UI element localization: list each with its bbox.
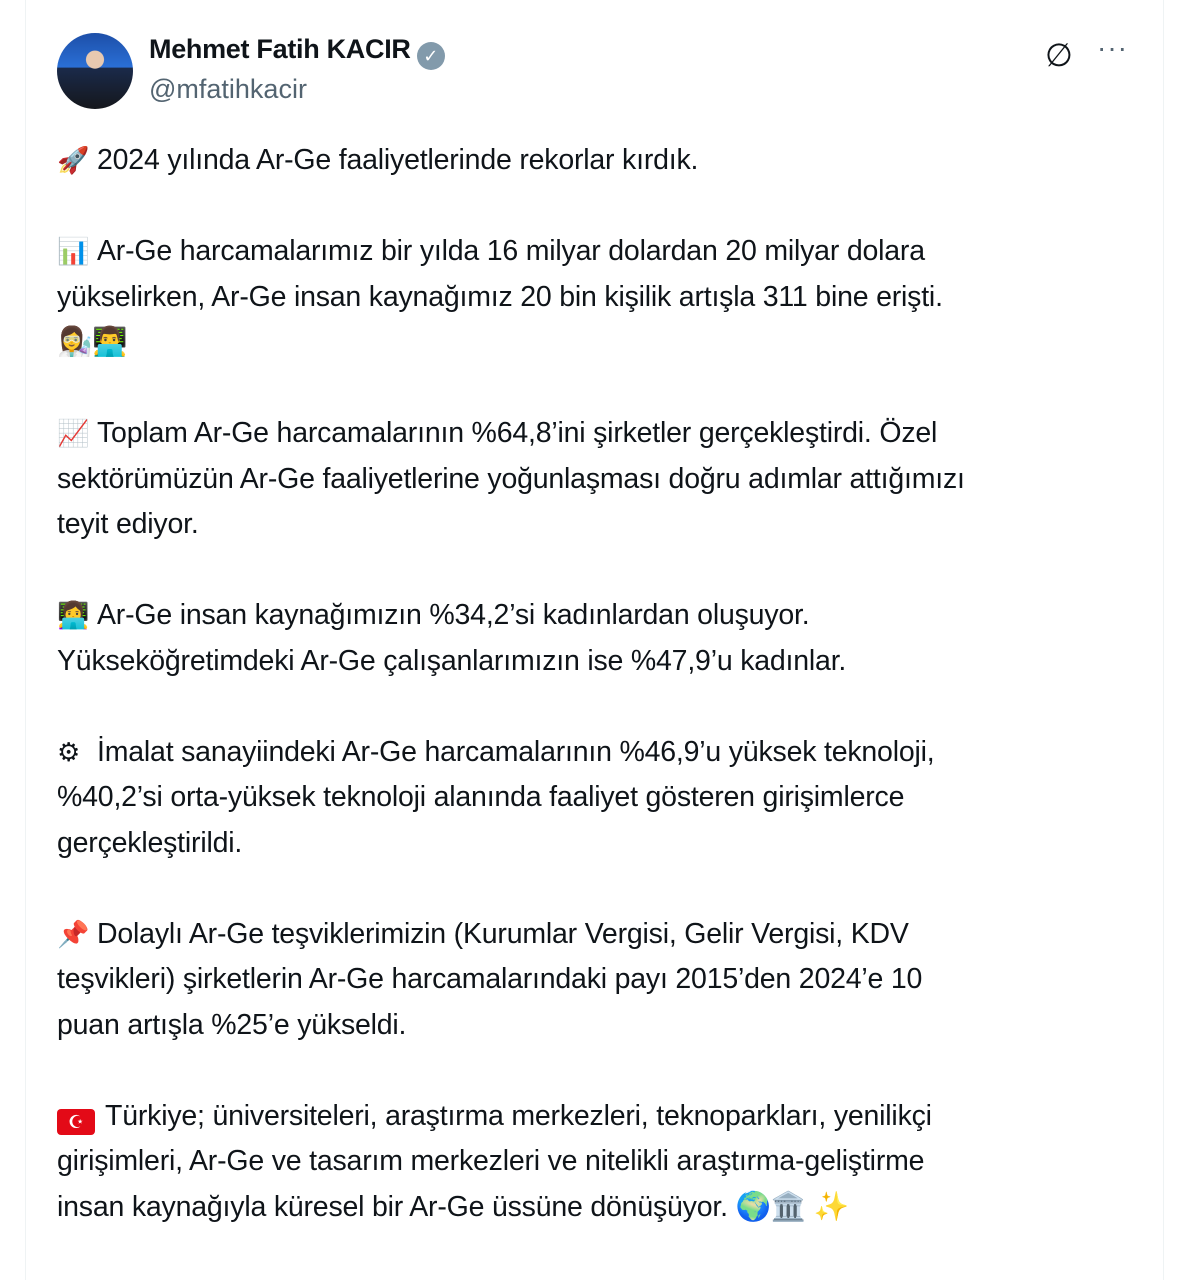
- tweet-line: [57, 457, 965, 503]
- tweet-line: [57, 730, 965, 776]
- tweet-line-text: 2024 yılında Ar-Ge faaliyetlerinde rekorlar kırdık.: [97, 144, 699, 176]
- tweet-paragraph: [57, 912, 965, 1049]
- tweet-line: [57, 1139, 965, 1185]
- tweet-line-text: Dolaylı Ar-Ge teşviklerimizin (Kurumlar Vergisi, Gelir Vergisi, KDV: [97, 917, 909, 950]
- tweet-line: [57, 775, 965, 821]
- tweet-line: [57, 957, 965, 1003]
- tweet-line: [57, 502, 965, 548]
- tweet-paragraph: [57, 1094, 965, 1231]
- tweet-text: [57, 138, 965, 1276]
- tweet-line: [57, 639, 965, 685]
- tweet-line-text: Toplam Ar-Ge harcamalarının %64,8’ini şirketler gerçekleştirdi. Özel: [97, 417, 938, 449]
- emoji-icon: 🚀: [57, 145, 90, 175]
- tweet-line-text: teşvikleri) şirketlerin Ar-Ge harcamalarındaki payı 2015’den 2024’e 10: [57, 963, 923, 995]
- emoji-icon: 📈: [57, 418, 90, 448]
- emoji-icon: 📌: [57, 918, 90, 949]
- tweet-line: [57, 229, 965, 275]
- tweet-paragraph: [57, 730, 965, 867]
- tweet-line-text: Yükseköğretimdeki Ar-Ge çalışanlarımızın ise %47,9’u kadınlar.: [57, 644, 847, 677]
- tweet-line: [57, 1003, 965, 1049]
- tweet-line: [57, 320, 965, 366]
- emoji-icon: ⚙: [57, 736, 81, 767]
- tweet-line: [57, 593, 965, 639]
- tweet-line-text: İmalat sanayiindeki Ar-Ge harcamalarının %46,9’u yüksek teknoloji,: [97, 735, 935, 768]
- tweet-line-text: yükselirken, Ar-Ge insan kaynağımız 20 bin kişilik artışla 311 bine erişti.: [57, 280, 943, 313]
- emoji-icon: 👩‍💻: [57, 600, 90, 630]
- tweet-line-text: gerçekleştirildi.: [57, 826, 243, 859]
- verified-badge-icon: ✓: [417, 42, 445, 70]
- grok-icon[interactable]: ∅: [1045, 37, 1073, 73]
- tweet-line-text: puan artışla %25’e yükseldi.: [57, 1008, 407, 1041]
- tweet-paragraph: [57, 138, 965, 184]
- tweet-line: [57, 411, 965, 457]
- tweet-line-text: Türkiye; üniversiteleri, araştırma merkezleri, teknoparkları, yenilikçi: [105, 1099, 932, 1132]
- tweet-paragraph: [57, 593, 965, 684]
- tweet-line-text: sektörümüzün Ar-Ge faaliyetlerine yoğunlaşması doğru adımlar attığımızı: [57, 462, 965, 495]
- tweet-paragraph: [57, 411, 965, 548]
- turkey-flag-icon: ☪: [57, 1109, 95, 1135]
- author-name[interactable]: [149, 34, 445, 70]
- author-name-text: Mehmet Fatih KACIR: [149, 34, 411, 64]
- tweet-line: [57, 275, 965, 321]
- more-options-button[interactable]: ···: [1097, 32, 1128, 63]
- tweet-paragraph: [57, 229, 965, 366]
- emoji-icon: 📊: [57, 236, 90, 266]
- tweet-line-text: girişimleri, Ar-Ge ve tasarım merkezleri ve nitelikli araştırma-geliştirme: [57, 1145, 925, 1177]
- tweet-line-text: %40,2’si orta-yüksek teknoloji alanında faaliyet gösteren girişimlerce: [57, 781, 905, 813]
- tweet-line-text: insan kaynağıyla küresel bir Ar-Ge üssüne dönüşüyor. 🌍🏛️ ✨: [57, 1190, 850, 1223]
- tweet-line-text: Ar-Ge harcamalarımız bir yılda 16 milyar dolardan 20 milyar dolara: [97, 235, 925, 267]
- tweet-line-text: Ar-Ge insan kaynağımızın %34,2’si kadınlardan oluşuyor.: [97, 599, 810, 631]
- tweet-line: [57, 138, 965, 184]
- tweet-line-text: 👩‍🔬👨‍💻: [57, 326, 128, 358]
- tweet-line-text: teyit ediyor.: [57, 508, 199, 540]
- avatar[interactable]: [57, 33, 133, 109]
- tweet-line: [57, 1094, 965, 1140]
- tweet-line: [57, 821, 965, 867]
- author-handle[interactable]: @mfatihkacir: [149, 74, 307, 104]
- tweet-line: [57, 1185, 965, 1231]
- tweet-line: [57, 912, 965, 958]
